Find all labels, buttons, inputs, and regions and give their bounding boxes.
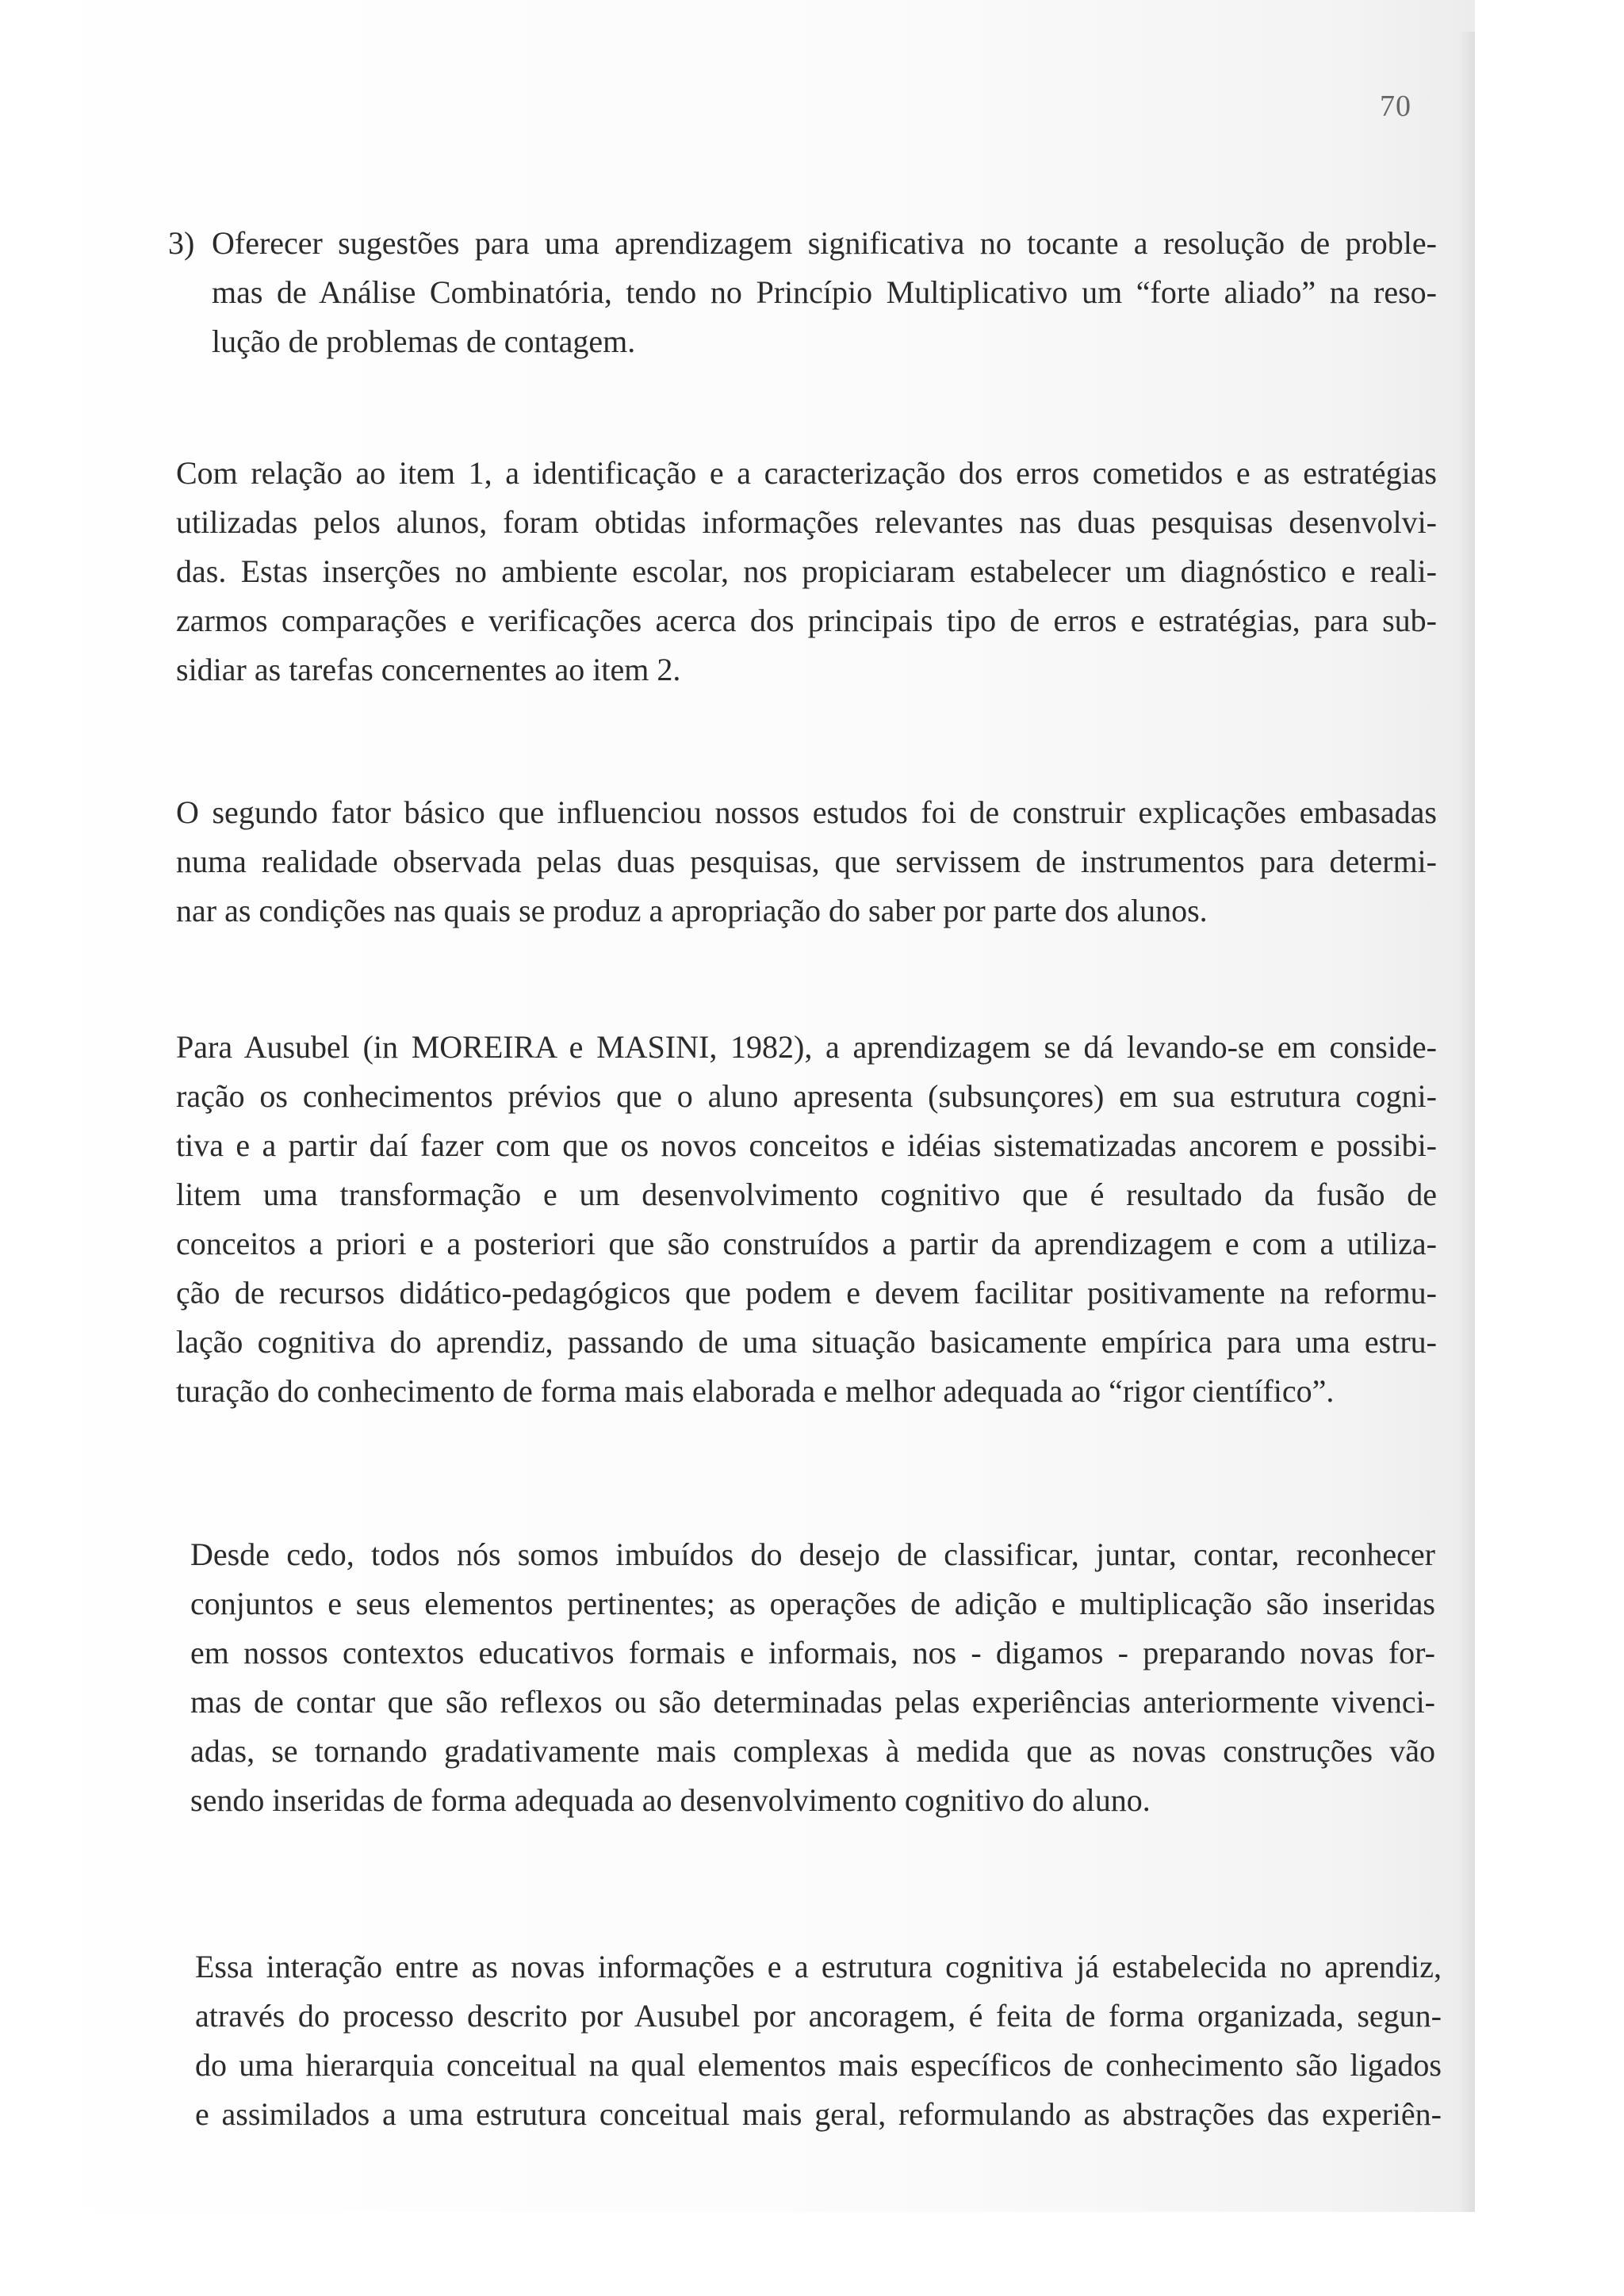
text-line: conceitos a priori e a posteriori que são construídos a partir da aprendizagem e com a utiliza- (176, 1226, 1437, 1261)
text-line: sidiar as tarefas concernentes ao item 2. (176, 652, 681, 687)
text-line: e assimilados a uma estrutura conceitual mais geral, reformulando as abstrações das experiên- (195, 2096, 1442, 2132)
paragraph (176, 788, 1437, 936)
text-line: Com relação ao item 1, a identificação e a caracterização dos erros cometidos e as estratégias (176, 455, 1437, 491)
list-item-text (212, 219, 1437, 366)
text-line: Oferecer sugestões para uma aprendizagem significativa no tocante a resolução de proble- (212, 225, 1437, 261)
text-line: tiva e a partir daí fazer com que os novos conceitos e idéias sistematizadas ancorem e possibi- (176, 1127, 1437, 1163)
text-line: do uma hierarquia conceitual na qual elementos mais específicos de conhecimento são ligados (195, 2047, 1442, 2083)
text-line: mas de Análise Combinatória, tendo no Princípio Multiplicativo um “forte aliado” na reso- (212, 274, 1437, 310)
page-number: 70 (1380, 90, 1411, 123)
text-line: ração os conhecimentos prévios que o aluno apresenta (subsunçores) em sua estrutura cogni- (176, 1078, 1437, 1114)
list-item-marker: 3) (168, 225, 195, 261)
paragraph (176, 1023, 1437, 1416)
text-line: Para Ausubel (in MOREIRA e MASINI, 1982), a aprendizagem se dá levando-se em conside- (176, 1029, 1437, 1065)
paragraph (190, 1530, 1435, 1825)
text-line: mas de contar que são reflexos ou são determinadas pelas experiências anteriormente vivenci- (190, 1684, 1435, 1720)
text-line: adas, se tornando gradativamente mais complexas à medida que as novas construções vão (190, 1733, 1435, 1769)
text-line: sendo inseridas de forma adequada ao desenvolvimento cognitivo do aluno. (190, 1782, 1151, 1818)
text-line: lação cognitiva do aprendiz, passando de uma situação basicamente empírica para uma estru- (176, 1324, 1437, 1360)
text-line: em nossos contextos educativos formais e informais, nos - digamos - preparando novas for- (190, 1635, 1435, 1670)
paragraph (195, 1942, 1442, 2139)
text-line: conjuntos e seus elementos pertinentes; as operações de adição e multiplicação são inseridas (190, 1586, 1435, 1621)
text-line: numa realidade observada pelas duas pesquisas, que servissem de instrumentos para determi- (176, 844, 1437, 879)
paragraph (176, 449, 1437, 695)
text-line: Essa interação entre as novas informações e a estrutura cognitiva já estabelecida no aprendiz, (195, 1949, 1442, 1984)
page-edge-shadow (1457, 32, 1475, 2212)
text-line: das. Estas inserções no ambiente escolar, nos propiciaram estabelecer um diagnóstico e reali- (176, 553, 1437, 589)
text-line: turação do conhecimento de forma mais elaborada e melhor adequada ao “rigor científico”. (176, 1373, 1335, 1409)
text-line: Desde cedo, todos nós somos imbuídos do desejo de classificar, juntar, contar, reconhecer (190, 1536, 1435, 1572)
text-line: nar as condições nas quais se produz a apropriação do saber por parte dos alunos. (176, 893, 1208, 928)
text-line: O segundo fator básico que influenciou nossos estudos foi de construir explicações embasadas (176, 794, 1437, 830)
text-line: através do processo descrito por Ausubel por ancoragem, é feita de forma organizada, segun- (195, 1998, 1442, 2034)
text-line: ção de recursos didático-pedagógicos que podem e devem facilitar positivamente na reformu- (176, 1275, 1437, 1311)
text-line: lução de problemas de contagem. (212, 323, 636, 359)
text-line: zarmos comparações e verificações acerca dos principais tipo de erros e estratégias, para sub- (176, 603, 1437, 638)
text-line: utilizadas pelos alunos, foram obtidas informações relevantes nas duas pesquisas desenvolvi- (176, 504, 1437, 540)
text-line: litem uma transformação e um desenvolvimento cognitivo que é resultado da fusão de (176, 1177, 1437, 1212)
